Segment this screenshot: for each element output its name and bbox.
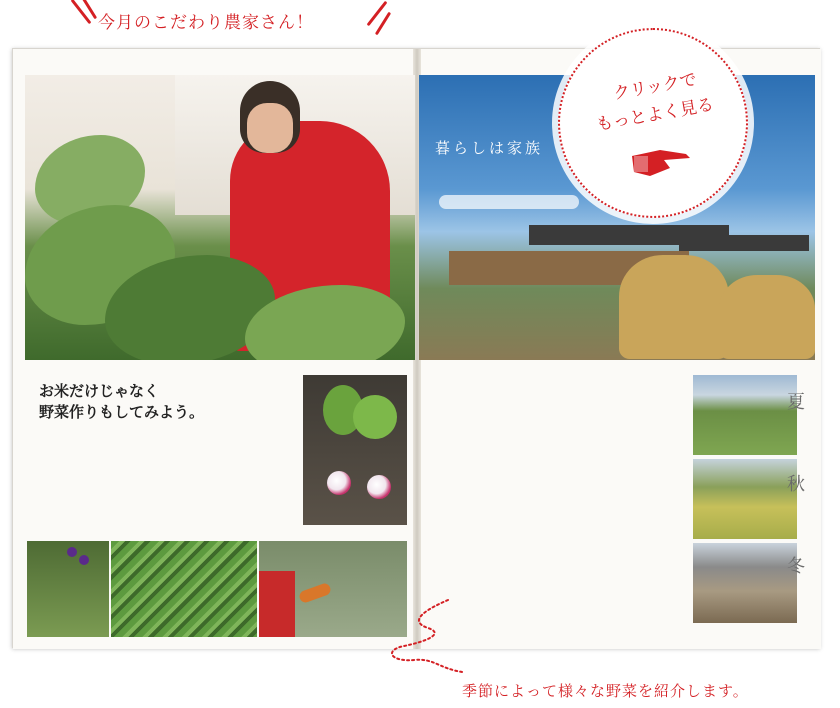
headline-line: お米だけじゃなく	[39, 382, 160, 400]
season-summer: 夏	[787, 392, 805, 413]
bottom-caption: 季節によって様々な野菜を紹介します。	[462, 682, 749, 700]
flower	[79, 555, 89, 565]
farmer-photo	[25, 75, 415, 360]
turnip	[367, 475, 391, 499]
click-to-view-badge[interactable]	[558, 28, 748, 218]
season-winter: 冬	[787, 556, 805, 577]
turnip-photo	[303, 375, 407, 525]
farmer-face	[247, 103, 293, 153]
winter-photo	[693, 543, 797, 623]
turnip	[327, 471, 351, 495]
badge-line1: クリックで	[611, 69, 699, 105]
badge-line2: もっとよく見る	[594, 94, 716, 136]
headline-line: 野菜作りもしてみよう。	[39, 403, 205, 421]
banner-title: 今月のこだわり農家さん！	[98, 13, 314, 33]
flower-photo	[27, 541, 109, 637]
straw-stack	[619, 255, 729, 359]
squiggle-icon	[380, 598, 490, 678]
season-autumn: 秋	[787, 474, 805, 495]
cloud	[439, 195, 579, 209]
leaf	[353, 395, 397, 439]
carrot	[298, 582, 332, 604]
summer-photo	[693, 375, 797, 455]
article-headline	[39, 381, 229, 423]
red-sleeve	[259, 571, 295, 637]
straw-stack	[719, 275, 815, 359]
pointing-hand-icon	[630, 146, 692, 180]
autumn-photo	[693, 459, 797, 539]
house-roof	[679, 235, 809, 251]
flower	[67, 547, 77, 557]
village-title: 暮らしは家族	[435, 139, 544, 157]
seedlings-photo	[111, 541, 257, 637]
